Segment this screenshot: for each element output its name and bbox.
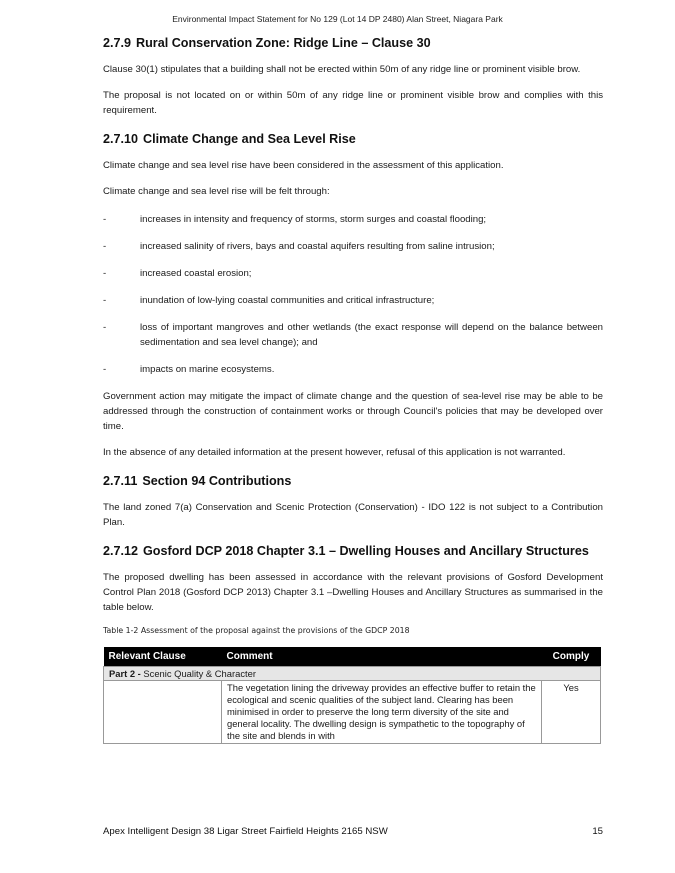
running-header: Environmental Impact Statement for No 129 (Lot 14 DP 2480) Alan Street, Niagara Park [172, 14, 503, 24]
part-name: Scenic Quality & Character [143, 668, 256, 679]
section-heading-2-7-12 [103, 544, 603, 558]
paragraph: Climate change and sea level rise will be felt through: [103, 186, 330, 197]
bullet-dash: - [103, 268, 107, 279]
table-caption: Table 1-2 Assessment of the proposal against the provisions of the GDCP 2018 [103, 626, 410, 635]
section-heading-2-7-10 [103, 132, 603, 146]
section-number: 2.7.11 [103, 474, 138, 488]
section-title: Rural Conservation Zone: Ridge Line – Clause 30 [136, 36, 431, 50]
paragraph: The proposal is not located on or within 50m of any ridge line or prominent visible brow and complies with this requirement. [103, 90, 603, 116]
table-header-row [104, 647, 601, 667]
bullet-dash: - [103, 214, 107, 225]
table-row [104, 681, 601, 744]
bullet-dash: - [103, 364, 107, 375]
comply-cell: Yes [542, 681, 601, 744]
column-header-comply: Comply [542, 647, 601, 667]
bullet-dash: - [103, 322, 107, 333]
impact-list [103, 212, 603, 377]
section-title: Gosford DCP 2018 Chapter 3.1 – Dwelling Houses and Ancillary Structures [143, 544, 589, 558]
table-section-row [104, 667, 601, 681]
footer-company: Apex Intelligent Design 38 Ligar Street Fairfield Heights 2165 NSW [103, 826, 388, 837]
section-heading-2-7-9 [103, 36, 603, 50]
list-item: - loss of important mangroves and other wetlands (the exact response will depend on the balance between sedimentation and sea level change); and [103, 322, 603, 348]
page-footer [103, 826, 603, 837]
paragraph: The land zoned 7(a) Conservation and Scenic Protection (Conservation) - IDO 122 is not subject to a Contribution Plan. [103, 502, 603, 528]
clause-cell [104, 681, 222, 744]
list-item: - increased salinity of rivers, bays and coastal aquifers resulting from saline intrusion; [103, 241, 495, 252]
page-content [103, 36, 603, 744]
list-item: - inundation of low-lying coastal communities and critical infrastructure; [103, 295, 435, 306]
section-number: 2.7.12 [103, 544, 139, 558]
section-title: Climate Change and Sea Level Rise [143, 132, 356, 146]
bullet-dash: - [103, 295, 107, 306]
list-item: - increases in intensity and frequency of storms, storm surges and coastal flooding; [103, 214, 487, 225]
paragraph: In the absence of any detailed information at the present however, refusal of this application is not warranted. [103, 447, 566, 458]
section-row-cell [104, 667, 601, 681]
list-item: - impacts on marine ecosystems. [103, 364, 275, 375]
section-number: 2.7.10 [103, 132, 139, 146]
section-number: 2.7.9 [103, 36, 132, 50]
comment-cell: The vegetation lining the driveway provides an effective buffer to retain the ecological and scenic qualities of the subject land. Clearing has been minimised in order to preserve the long term diversity of the site and general locality. The dwelling design is sympathetic to the topography of the site and blends in with [222, 681, 542, 744]
bullet-dash: - [103, 241, 107, 252]
assessment-table [103, 647, 601, 744]
paragraph: Clause 30(1) stipulates that a building shall not be erected within 50m of any ridge line or prominent visible brow. [103, 64, 581, 75]
column-header-comment: Comment [222, 647, 542, 667]
paragraph: Climate change and sea level rise have been considered in the assessment of this application. [103, 160, 504, 171]
part-label: Part 2 - [109, 668, 141, 679]
list-item: - increased coastal erosion; [103, 268, 252, 279]
paragraph: The proposed dwelling has been assessed in accordance with the relevant provisions of Gosford Development Control Plan 2018 (Gosford DCP 2013) Chapter 3.1 –Dwelling Houses and Ancillary Structures as summarised in the table below. [103, 572, 603, 613]
page-number: 15 [592, 826, 603, 837]
paragraph: Government action may mitigate the impact of climate change and the question of sea-level rise may be able to be addressed through the construction of containment works or through Council's policies that may be developed over time. [103, 391, 603, 432]
section-heading-2-7-11 [103, 474, 603, 488]
column-header-clause: Relevant Clause [104, 647, 222, 667]
section-title: Section 94 Contributions [142, 474, 292, 488]
